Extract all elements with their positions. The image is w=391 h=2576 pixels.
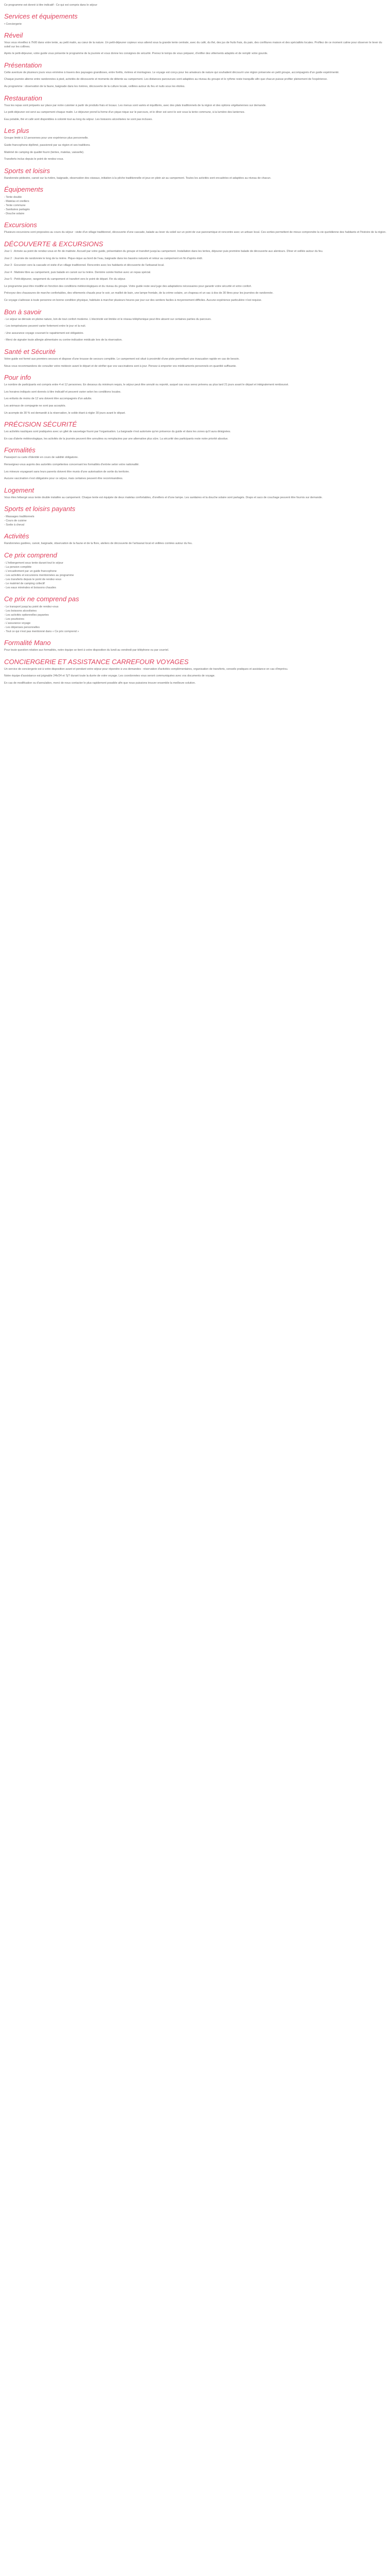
section-list-item: - L'encadrement par un guide francophone (4, 569, 57, 573)
section-paragraph: Jour 3 : Excursion vers la cascade et visite d'un village traditionnel. Rencontre avec les habitants et découverte de l'artisanat local. (4, 264, 165, 267)
section-title: DÉCOUVERTE & EXCURSIONS (4, 240, 103, 248)
section-6 (4, 185, 387, 216)
section-11 (4, 374, 387, 415)
section-paragraph: Les horaires indiqués sont donnés à titre indicatif et peuvent varier selon les conditions locales. (4, 390, 121, 394)
section-paragraph: Eau potable, thé et café sont disponibles à volonté tout au long du séjour. Les boissons alcoolisées ne sont pas incluses. (4, 117, 153, 121)
section-paragraph: Jour 5 : Petit-déjeuner, rangement du campement et transfert vers le point de départ. Fin du séjour. (4, 278, 126, 281)
section-14 (4, 486, 387, 500)
section-paragraph: Chaque journée alterne entre randonnées à pied, activités de découverte et moments de détente au campement. Les distances parcourues sont adaptées au niveau du groupe et le rythme reste tranquille afin que chacun puisse profiter pleinement de l'expérience. (4, 78, 328, 81)
section-18 (4, 595, 387, 634)
section-paragraph: Vous êtes hébergé sous tente double installée au campement. Chaque tente est équipée de deux matelas confortables, d'oreillers et d'une lampe. Les sanitaires et la douche solaire sont partagés. Draps et sacs de couchage peuvent être fournis sur demande. (4, 496, 323, 499)
section-paragraph: Les animaux de compagnie ne sont pas acceptés. (4, 404, 66, 408)
section-paragraph: Ce voyage s'adresse à toute personne en bonne condition physique, habituée à marcher plusieurs heures par jour sur des sentiers faciles à moyennement difficiles. Aucune expérience particulière n'est requise. (4, 299, 262, 302)
section-paragraph: Les mineurs voyageant sans leurs parents doivent être munis d'une autorisation de sortie du territoire. (4, 470, 130, 473)
section-title: Présentation (4, 61, 42, 69)
section-paragraph: Un acompte de 30 % est demandé à la réservation, le solde étant à régler 30 jours avant le départ. (4, 411, 126, 415)
section-paragraph: Passeport ou carte d'identité en cours de validité obligatoire. (4, 456, 78, 460)
section-paragraph: Matériel de camping de qualité fourni (tentes, matelas, vaisselle). (4, 150, 85, 154)
section-title: Excursions (4, 221, 37, 229)
section-title: Équipements (4, 185, 43, 194)
section-paragraph: Le nombre de participants est compris entre 4 et 12 personnes. En dessous du minimum requis, le séjour peut être annulé ou reporté, auquel cas vous serez prévenu au plus tard 21 jours avant le départ et intégralement remboursé. (4, 383, 289, 387)
section-list-item: - Douche solaire (4, 212, 25, 216)
section-12 (4, 420, 387, 441)
section-list-item: - Les activités optionnelles payantes (4, 613, 49, 617)
section-list-item: - L'assurance voyage (4, 621, 31, 625)
section-paragraph: Tous les repas sont préparés sur place par notre cuisinier à partir de produits frais et locaux. Les menus sont variés et équilibrés, avec des plats traditionnels de la région et des options végétariennes sur demande. (4, 104, 267, 107)
section-7 (4, 221, 387, 235)
section-paragraph: Randonnées guidées, canoë, baignade, observation de la faune et de la flore, ateliers de découverte de l'artisanat local et veillées contées autour du feu. (4, 542, 193, 546)
page-root (0, 0, 391, 685)
section-paragraph: - Merci de signaler toute allergie alimentaire ou contre-indication médicale lors de la réservation. (4, 338, 123, 342)
section-paragraph: En cas d'alerte météorologique, les activités de la journée peuvent être annulées ou remplacées par une alternative plus sûre. La sécurité des participants reste notre priorité absolue. (4, 437, 229, 440)
section-paragraph: Groupe limité à 12 personnes pour une expérience plus personnelle. (4, 137, 89, 140)
section-list-item: - Massages traditionnels (4, 515, 35, 519)
section-15 (4, 505, 387, 527)
section-title: Services et équipements (4, 12, 78, 20)
section-list-item: - L'hébergement sous tente durant tout le séjour (4, 561, 63, 565)
section-0 (4, 12, 387, 26)
section-paragraph: Votre guide est formé aux premiers secours et dispose d'une trousse de secours complète. Le campement est situé à proximité d'une piste permettant une évacuation rapide en cas de besoin. (4, 358, 240, 361)
section-paragraph: En cas de modification ou d'annulation, merci de nous contacter le plus rapidement possible afin que nous puissions trouver ensemble la meilleure solution. (4, 681, 196, 685)
section-paragraph: Les enfants de moins de 12 ans doivent être accompagnés d'un adulte. (4, 397, 92, 401)
section-paragraph: - Une assurance voyage couvrant le rapatriement est obligatoire. (4, 331, 84, 335)
section-paragraph: Nous vous recommandons de consulter votre médecin avant le départ et de vérifier que vos vaccinations sont à jour. Pensez à emporter vos médicaments personnels en quantité suffisante. (4, 364, 237, 368)
section-list-item: - Les activités et excursions mentionnées au programme (4, 573, 74, 577)
section-title: Ce prix comprend (4, 551, 57, 559)
section-list-item: - Cours de cuisine (4, 519, 27, 523)
section-list-item: - Matelas et oreillers (4, 200, 29, 204)
section-17 (4, 551, 387, 590)
section-paragraph: Les activités nautiques sont pratiquées avec un gilet de sauvetage fourni par l'organisation. La baignade n'est autorisée qu'en présence du guide et dans les zones qu'il aura désignées. (4, 430, 231, 434)
section-title: CONCIERGERIE ET ASSISTANCE CARREFOUR VOYAGES (4, 657, 189, 666)
section-paragraph: Vous vous réveillez à 7h00 dans votre tente, au petit matin, au cœur de la nature. Un petit-déjeuner copieux vous attend sous la grande tente centrale, avec du café, du thé, des jus de fruits frais, du pain, des confitures maison et des spécialités locales. Profitez de ce moment calme pour observer le lever du soleil sur les collines. (4, 41, 382, 48)
section-3 (4, 94, 387, 122)
section-19 (4, 639, 387, 653)
section-5 (4, 167, 387, 181)
section-title: PRÉCISION SÉCURITÉ (4, 420, 77, 429)
section-title: Formalités (4, 446, 36, 454)
section-paragraph: Après le petit-déjeuner, votre guide vous présente le programme de la journée et vous donne les consignes de sécurité. Prenez le temps de vous préparer, d'enfiler des vêtements adaptés et de remplir votre gourde. (4, 52, 268, 56)
section-16 (4, 532, 387, 546)
section-paragraph: Au programme : observation de la faune, baignade dans les rivières, découverte de la culture locale, veillées autour du feu et nuits sous les étoiles. (4, 84, 185, 88)
section-paragraph: Notre équipe d'assistance est joignable 24h/24 et 7j/7 durant toute la durée de votre voyage. Les coordonnées vous seront communiquées avec vos documents de voyage. (4, 674, 216, 678)
section-list-item: - Les boissons alcoolisées (4, 609, 37, 613)
section-1 (4, 31, 387, 56)
section-9 (4, 308, 387, 343)
section-list-item: - Tout ce qui n'est pas mentionné dans « Ce prix comprend » (4, 630, 79, 633)
section-title: Restauration (4, 94, 42, 102)
section-list-item: • Conciergerie (4, 23, 22, 26)
section-paragraph: Aucune vaccination n'est obligatoire pour ce séjour, mais certaines peuvent être recommandées. (4, 477, 123, 481)
section-title: Santé et Sécurité (4, 348, 56, 356)
section-paragraph: Cette aventure de plusieurs jours vous emmène à travers des paysages grandioses, entre forêts, rivières et montagnes. Le voyage est conçu pour les amateurs de nature qui souhaitent découvrir une région préservée en petit groupe, accompagnés d'un guide expérimenté. (4, 71, 339, 74)
section-paragraph: Plusieurs excursions sont proposées au cours du séjour : visite d'un village traditionnel, découverte d'une cascade, balade au lever du soleil sur un point de vue panoramique et rencontre avec un artisan local. Ces sorties permettent de mieux comprendre la vie quotidienne des habitants et l'histoire de la région. (4, 231, 386, 234)
section-list-item: - Sortie à cheval (4, 523, 24, 527)
section-list-item: - Les pourboires (4, 617, 24, 621)
section-list-item: - Les dépenses personnelles (4, 625, 40, 629)
section-list-item: - Les eaux minérales et boissons chaudes (4, 586, 56, 589)
section-paragraph: Pour toute question relative aux formalités, notre équipe se tient à votre disposition du lundi au vendredi par téléphone ou par courriel. (4, 648, 169, 652)
section-list-item: - Les transferts depuis le point de rendez-vous (4, 578, 61, 581)
section-2 (4, 61, 387, 89)
section-20 (4, 658, 387, 686)
section-title: Pour info (4, 374, 31, 382)
section-paragraph: - Le séjour se déroule en pleine nature, loin de tout confort moderne. L'électricité est limitée et le réseau téléphonique peut être absent sur certaines parties du parcours. (4, 317, 211, 321)
intro-note: Ce programme est donné à titre indicatif - Ce qui est compris dans le séjour (4, 4, 97, 7)
section-10 (4, 348, 387, 368)
section-paragraph: Jour 1 : Arrivée au point de rendez-vous en fin de matinée. Accueil par votre guide, présentation du groupe et transfert jusqu'au campement. Installation dans les tentes, déjeuner puis première balade de découverte aux alentours. Dîner et veillée autour du feu. (4, 249, 323, 253)
section-paragraph: Un service de conciergerie est à votre disposition avant et pendant votre séjour pour répondre à vos demandes : réservation d'activités complémentaires, organisation de transferts, conseils pratiques et assistance en cas d'imprévu. (4, 667, 288, 671)
sections-container (4, 12, 387, 685)
section-title: Activités (4, 532, 29, 540)
section-title: Les plus (4, 127, 29, 135)
section-paragraph: Randonnée pédestre, canoë sur la rivière, baignade, observation des oiseaux, initiation à la pêche traditionnelle et jeux en plein air au campement. Toutes les activités sont encadrées et adaptées au niveau de chacun. (4, 176, 271, 180)
section-title: Bon à savoir (4, 308, 42, 316)
section-paragraph: Jour 4 : Matinée libre au campement, puis balade en canoë sur la rivière. Dernière soirée festive avec un repas spécial. (4, 270, 151, 274)
section-title: Sports et loisirs payants (4, 505, 76, 513)
section-8 (4, 240, 387, 303)
section-paragraph: - Les températures peuvent varier fortement entre le jour et la nuit. (4, 325, 86, 328)
section-13 (4, 446, 387, 481)
section-list-item: - Le matériel de camping collectif (4, 582, 45, 585)
section-list-item: - Tente double (4, 196, 22, 199)
section-list-item: - Le transport jusqu'au point de rendez-vous (4, 605, 59, 608)
section-title: Ce prix ne comprend pas (4, 595, 79, 603)
section-list-item: - Tente commune (4, 204, 26, 208)
section-paragraph: Guide francophone diplômé, passionné par sa région et ses traditions. (4, 143, 91, 147)
section-4 (4, 127, 387, 161)
section-title: Logement (4, 486, 34, 494)
section-title: Formalité Mano (4, 638, 51, 647)
section-paragraph: Le programme peut être modifié en fonction des conditions météorologiques et du niveau du groupe. Votre guide reste seul juge des adaptations nécessaires pour garantir votre sécurité et votre confort. (4, 284, 252, 288)
section-title: Sports et loisirs (4, 166, 50, 175)
section-list-item: - Sanitaires partagés (4, 208, 30, 212)
section-paragraph: Jour 2 : Journée de randonnée le long de la rivière. Pique-nique au bord de l'eau, baignade dans les bassins naturels et retour au campement en fin d'après-midi. (4, 257, 203, 260)
section-paragraph: Le petit-déjeuner est servi au campement chaque matin. Le déjeuner prend la forme d'un pique-nique sur le parcours, et le dîner est servi le soir sous la tente commune, à la lumière des lanternes. (4, 111, 245, 114)
section-paragraph: Transferts inclus depuis le point de rendez-vous. (4, 158, 64, 161)
section-list-item: - La pension complète (4, 565, 32, 569)
section-title: Réveil (4, 31, 23, 39)
section-paragraph: Prévoyez des chaussures de marche confortables, des vêtements chauds pour le soir, un maillot de bain, une lampe frontale, de la crème solaire, un chapeau et un sac à dos de 30 litres pour les journées de randonnée. (4, 292, 274, 295)
section-paragraph: Renseignez-vous auprès des autorités compétentes concernant les formalités d'entrée selon votre nationalité. (4, 463, 140, 466)
